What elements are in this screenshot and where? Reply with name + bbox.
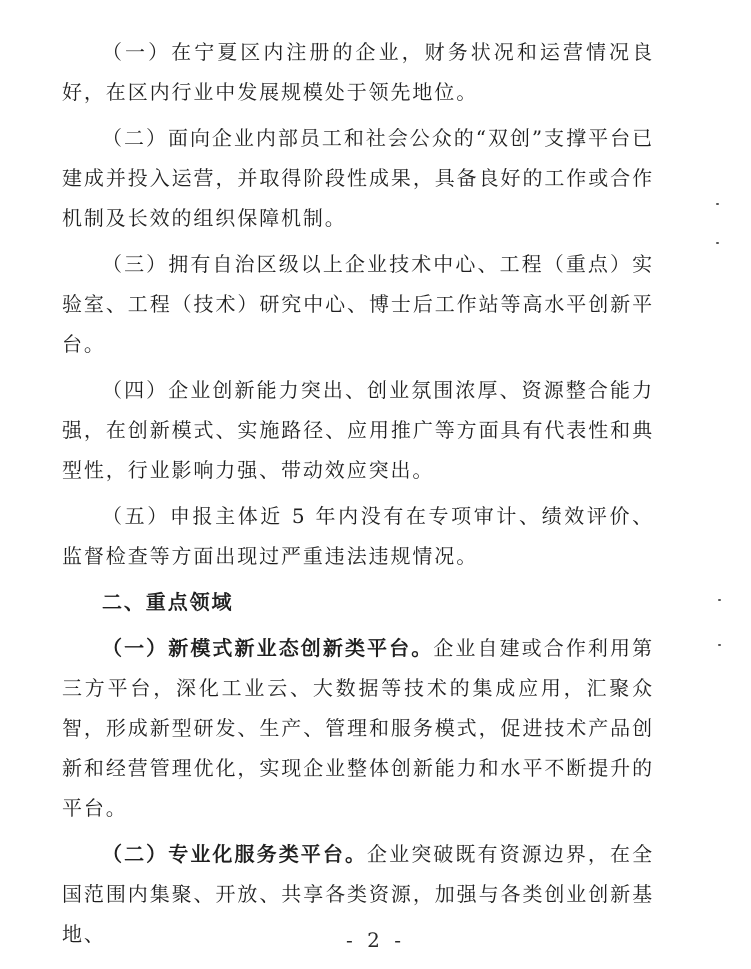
focus-area-text-1: 企业自建或合作利用第三方平台，深化工业云、大数据等技术的集成应用，汇聚众智，形成新型研发、生产、管理和服务模式，促进技术产品创新和经营管理优化，实现企业整体创新能力和水平不断提升的平台。 <box>62 636 654 820</box>
scan-speck <box>716 242 719 244</box>
scan-speck <box>716 203 719 205</box>
focus-area-lead-2: （二）专业化服务类平台。 <box>102 842 368 866</box>
scan-speck <box>718 644 721 646</box>
section-heading: 二、重点领域 <box>102 590 234 614</box>
focus-area-text-2: 企业突破既有资源边界，在全国范围内集聚、开放、共享各类资源，加强与各类创业创新基地、 <box>62 842 654 946</box>
document-body <box>62 32 654 960</box>
criteria-paragraph-3: （三）拥有自治区级以上企业技术中心、工程（重点）实验室、工程（技术）研究中心、博士后工作站等高水平创新平台。 <box>62 252 654 356</box>
criteria-paragraph-4: （四）企业创新能力突出、创业氛围浓厚、资源整合能力强，在创新模式、实施路径、应用推广等方面具有代表性和典型性，行业影响力强、带动效应突出。 <box>62 378 654 482</box>
criteria-paragraph-5: （五）申报主体近 5 年内没有在专项审计、绩效评价、监督检查等方面出现过严重违法违规情况。 <box>62 504 654 568</box>
focus-area-lead-1: （一）新模式新业态创新类平台。 <box>102 636 434 660</box>
scan-speck <box>718 599 721 601</box>
page-number: - 2 - <box>346 928 405 952</box>
criteria-paragraph-2: （二）面向企业内部员工和社会公众的“双创”支撑平台已建成并投入运营，并取得阶段性成果，具备良好的工作或合作机制及长效的组织保障机制。 <box>62 126 654 230</box>
criteria-paragraph-1: （一）在宁夏区内注册的企业，财务状况和运营情况良好，在区内行业中发展规模处于领先地位。 <box>62 40 654 104</box>
focus-area-paragraph-1 <box>62 628 654 828</box>
